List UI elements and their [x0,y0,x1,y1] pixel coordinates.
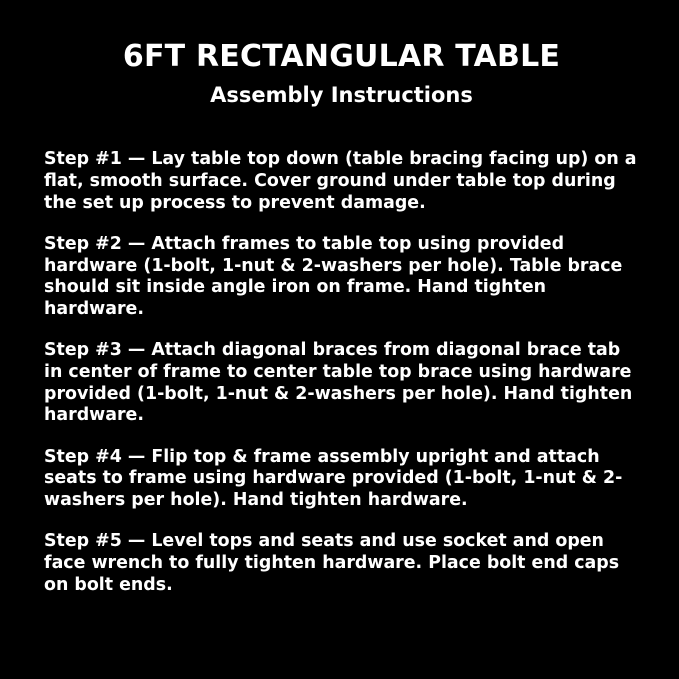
step-text: Attach diagonal braces from diagonal brace tab in center of frame to center table top brace using hardware provided (1-bolt, 1-nut & 2-washers per hole). Hand tighten hardware. [44,340,633,426]
step-label: Step #5 — [44,531,146,552]
step-label: Step #1 — [44,149,146,170]
step-text: Level tops and seats and use socket and open face wrench to fully tighten hardware. Place bolt end caps on bolt ends. [44,531,620,595]
step-item [44,447,639,512]
step-label: Step #2 — [44,234,146,255]
step-item [44,234,639,320]
step-text: Flip top & frame assembly upright and attach seats to frame using hardware provided (1-bolt, 1-nut & 2-washers per hole). Hand tighten hardware. [44,446,623,510]
step-label: Step #4 — [44,446,146,467]
step-label: Step #3 — [44,340,146,361]
step-item [44,149,639,214]
page-subtitle: Assembly Instructions [210,83,473,107]
step-text: Lay table top down (table bracing facing up) on a flat, smooth surface. Cover ground under table top during the set up process to prevent damage. [44,149,637,213]
step-text: Attach frames to table top using provided hardware (1-bolt, 1-nut & 2-washers per hole). Table brace should sit inside angle iron on frame. Hand tighten hardware. [44,234,623,319]
page-title: 6FT RECTANGULAR TABLE [122,39,561,74]
step-item [44,531,639,596]
step-item [44,340,639,426]
steps-list [44,132,639,596]
